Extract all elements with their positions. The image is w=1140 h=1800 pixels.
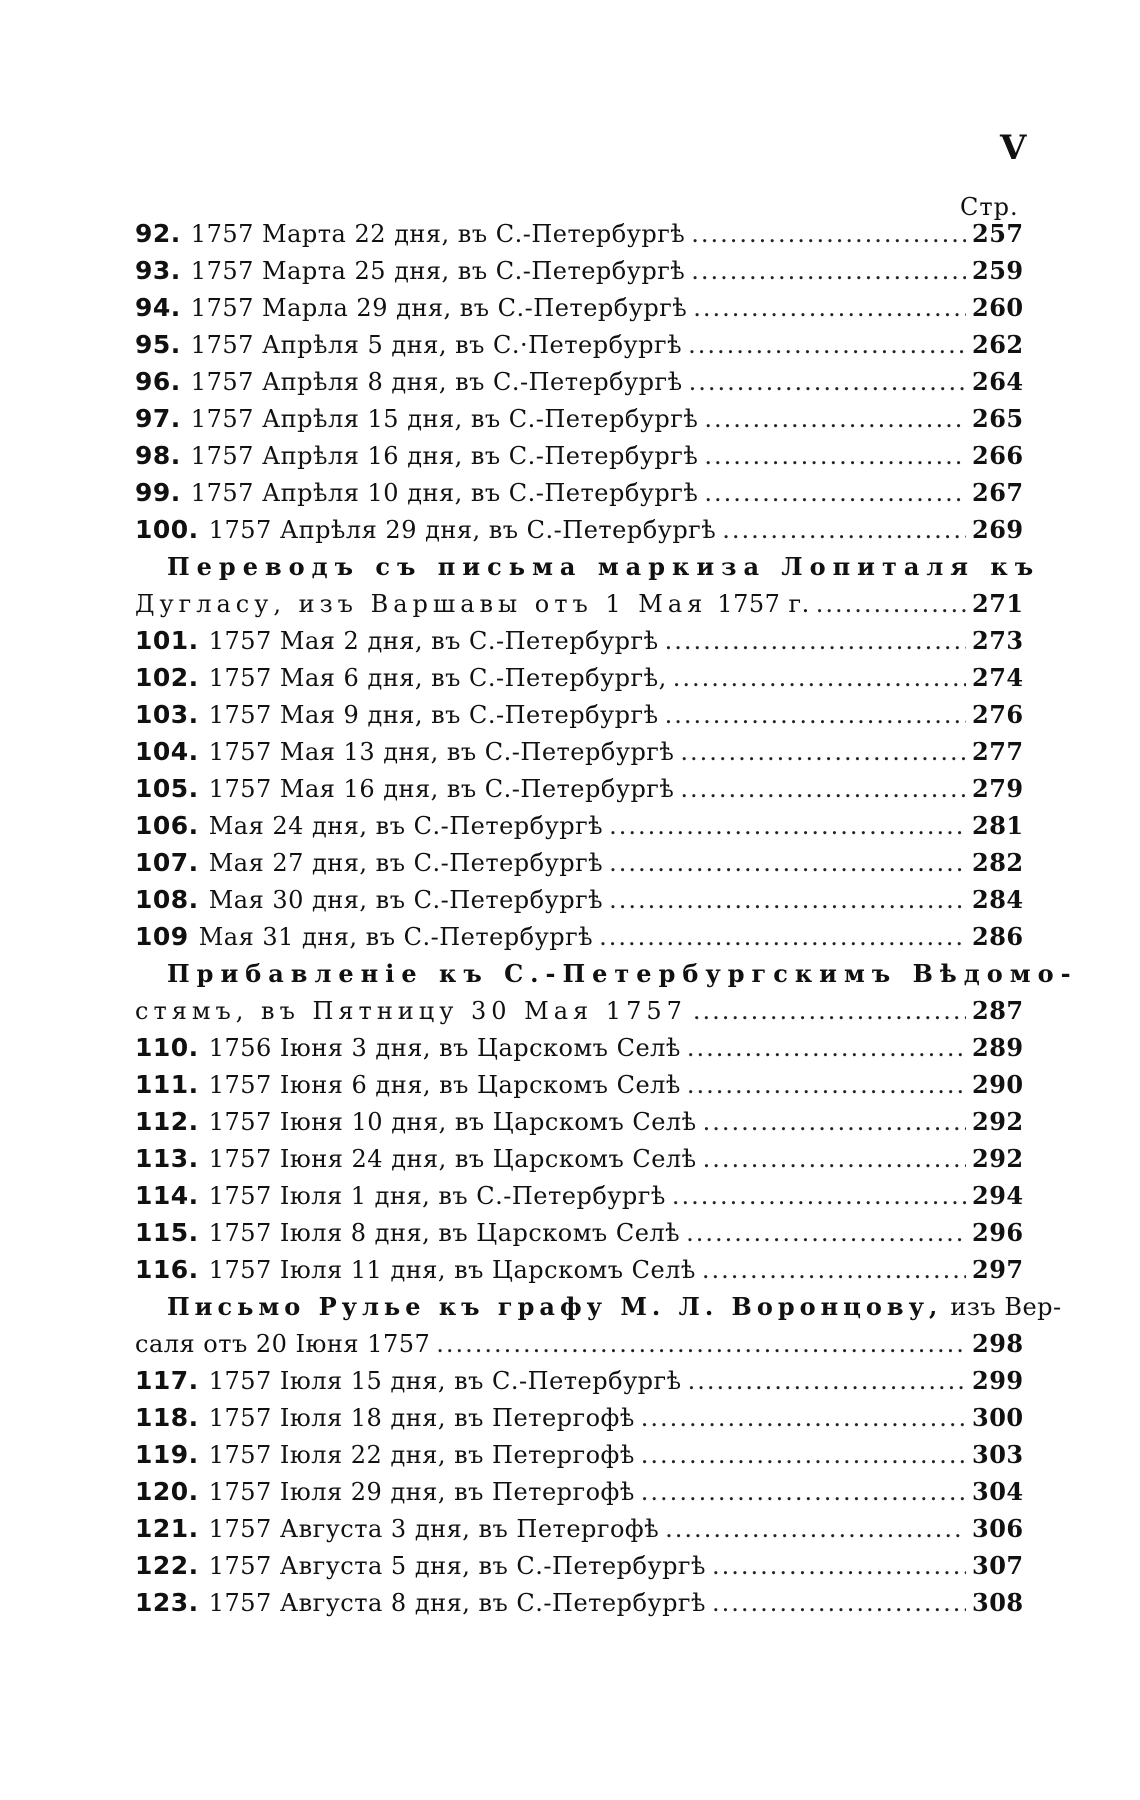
section-3-title-line-1 bbox=[135, 1292, 1062, 1329]
entry-page: 290 bbox=[972, 1070, 1024, 1099]
section-3-line-1-spaced: Письмо Рулье къ графу М. Л. Воронцову, bbox=[167, 1292, 943, 1321]
entry-text: 1757 Марла 29 дня, въ С.-Петербургѣ bbox=[190, 294, 688, 322]
toc-entry bbox=[135, 811, 1024, 848]
entry-page: 294 bbox=[972, 1181, 1024, 1210]
entry-text: 1757 Апрѣля 15 дня, въ С.-Петербургѣ bbox=[190, 405, 699, 433]
entry-page: 277 bbox=[972, 737, 1024, 766]
dot-leader bbox=[688, 1367, 966, 1395]
dot-leader bbox=[680, 775, 966, 803]
entry-text: 1757 Апрѣля 29 дня, въ С.-Петербургѣ bbox=[208, 516, 717, 544]
dot-leader bbox=[641, 1404, 966, 1432]
entry-page: 265 bbox=[972, 404, 1024, 433]
toc-entry bbox=[135, 1440, 1024, 1477]
entry-text: 1757 Мая 2 дня, въ С.-Петербургѣ bbox=[208, 627, 659, 655]
toc-entry bbox=[135, 478, 1024, 515]
entry-text: 1757 Іюня 6 дня, въ Царскомъ Селѣ bbox=[208, 1071, 681, 1099]
toc-entry bbox=[135, 404, 1024, 441]
toc-entry bbox=[135, 1551, 1024, 1588]
section-1-line-2-rest: 1757 г. bbox=[717, 590, 810, 618]
dot-leader bbox=[693, 294, 966, 322]
toc-entry bbox=[135, 256, 1024, 293]
dot-leader bbox=[680, 738, 966, 766]
toc-entry bbox=[135, 1033, 1024, 1070]
entry-number: 115. bbox=[135, 1218, 199, 1247]
entry-text: 1757 Марта 22 дня, въ С.-Петербургѣ bbox=[190, 220, 686, 248]
table-of-contents bbox=[135, 219, 1078, 1625]
dot-leader bbox=[686, 1219, 966, 1247]
dot-leader bbox=[688, 331, 966, 359]
entry-page: 303 bbox=[972, 1440, 1024, 1469]
entry-number: 113. bbox=[135, 1144, 199, 1173]
dot-leader bbox=[691, 220, 966, 248]
dot-leader bbox=[609, 812, 966, 840]
section-2-title-line-2 bbox=[135, 996, 1024, 1033]
entry-page: 308 bbox=[972, 1588, 1024, 1617]
dot-leader bbox=[687, 1071, 966, 1099]
entry-text: 1757 Марта 25 дня, въ С.-Петербургѣ bbox=[190, 257, 686, 285]
entry-text: 1757 Мая 6 дня, въ С.-Петербургѣ, bbox=[208, 664, 667, 692]
entry-number: 93. bbox=[135, 256, 181, 285]
entry-text: Мая 27 дня, въ С.-Петербургѣ bbox=[208, 849, 604, 877]
toc-entry bbox=[135, 515, 1024, 552]
entry-number: 94. bbox=[135, 293, 181, 322]
dot-leader bbox=[673, 664, 966, 692]
toc-entry bbox=[135, 1107, 1024, 1144]
section-3-line-1-rest: изъ Вер- bbox=[950, 1293, 1062, 1321]
entry-number: 109 bbox=[135, 922, 189, 951]
entry-text: 1757 Мая 13 дня, въ С.-Петербургѣ bbox=[208, 738, 675, 766]
entry-text: 1757 Мая 16 дня, въ С.-Петербургѣ bbox=[208, 775, 675, 803]
dot-leader bbox=[693, 997, 966, 1025]
toc-entry bbox=[135, 1477, 1024, 1514]
dot-leader bbox=[599, 923, 966, 951]
entries-group-c bbox=[135, 1033, 1024, 1292]
entry-page: 267 bbox=[972, 478, 1024, 507]
dot-leader bbox=[436, 1330, 966, 1358]
entry-page: 257 bbox=[972, 219, 1024, 248]
toc-entry bbox=[135, 663, 1024, 700]
section-1-line-2-spaced: Дугласу, изъ Варшавы отъ 1 Мая bbox=[135, 590, 708, 618]
entry-page: 304 bbox=[972, 1477, 1024, 1506]
entry-number: 103. bbox=[135, 700, 199, 729]
section-3-line-2-text: саля отъ 20 Іюня 1757 bbox=[135, 1330, 431, 1358]
entry-number: 121. bbox=[135, 1514, 199, 1543]
toc-entry bbox=[135, 1514, 1024, 1551]
toc-entry bbox=[135, 922, 1024, 959]
toc-entry bbox=[135, 1255, 1024, 1292]
entry-page: 306 bbox=[972, 1514, 1024, 1543]
dot-leader bbox=[722, 516, 966, 544]
entry-number: 111. bbox=[135, 1070, 199, 1099]
section-1-title-line-2 bbox=[135, 589, 1024, 626]
section-2-line-2-text: стямъ, въ Пятницу 30 Мая 1757 bbox=[135, 997, 687, 1025]
entry-page: 282 bbox=[972, 848, 1024, 877]
entry-page: 266 bbox=[972, 441, 1024, 470]
page-number-roman: V bbox=[1000, 128, 1027, 168]
toc-entry bbox=[135, 441, 1024, 478]
section-3-title-line-2 bbox=[135, 1329, 1024, 1366]
entry-number: 98. bbox=[135, 441, 181, 470]
toc-entry bbox=[135, 219, 1024, 256]
entry-text: 1757 Іюля 1 дня, въ С.-Петербургѣ bbox=[208, 1182, 666, 1210]
toc-entry bbox=[135, 848, 1024, 885]
dot-leader bbox=[641, 1441, 966, 1469]
entry-page: 300 bbox=[972, 1403, 1024, 1432]
entry-text: 1757 Мая 9 дня, въ С.-Петербургѣ bbox=[208, 701, 659, 729]
entry-number: 101. bbox=[135, 626, 199, 655]
dot-leader bbox=[704, 442, 966, 470]
entry-number: 106. bbox=[135, 811, 199, 840]
entry-number: 108. bbox=[135, 885, 199, 914]
dot-leader bbox=[704, 479, 966, 507]
entry-number: 104. bbox=[135, 737, 199, 766]
dot-leader bbox=[816, 590, 966, 618]
entry-text: Мая 24 дня, въ С.-Петербургѣ bbox=[208, 812, 604, 840]
toc-entry bbox=[135, 700, 1024, 737]
entry-text: 1757 Іюня 10 дня, въ Царскомъ Селѣ bbox=[208, 1108, 697, 1136]
toc-entry bbox=[135, 1144, 1024, 1181]
toc-entry bbox=[135, 1218, 1024, 1255]
entry-page: 292 bbox=[972, 1107, 1024, 1136]
dot-leader bbox=[712, 1589, 966, 1617]
entry-page: 259 bbox=[972, 256, 1024, 285]
dot-leader bbox=[687, 1034, 966, 1062]
entry-number: 96. bbox=[135, 367, 181, 396]
dot-leader bbox=[665, 1515, 966, 1543]
entry-number: 119. bbox=[135, 1440, 199, 1469]
entries-group-a bbox=[135, 219, 1024, 552]
toc-entry bbox=[135, 330, 1024, 367]
entry-page: 286 bbox=[972, 922, 1024, 951]
entry-text: 1757 Іюля 29 дня, въ Петергофѣ bbox=[208, 1478, 635, 1506]
entry-page: 284 bbox=[972, 885, 1024, 914]
entry-page: 269 bbox=[972, 515, 1024, 544]
toc-entry bbox=[135, 737, 1024, 774]
dot-leader bbox=[641, 1478, 966, 1506]
entry-page: 281 bbox=[972, 811, 1024, 840]
entry-page: 307 bbox=[972, 1551, 1024, 1580]
entry-number: 117. bbox=[135, 1366, 199, 1395]
dot-leader bbox=[665, 701, 966, 729]
entry-number: 120. bbox=[135, 1477, 199, 1506]
entry-text: 1757 Іюня 24 дня, въ Царскомъ Селѣ bbox=[208, 1145, 697, 1173]
dot-leader bbox=[703, 1145, 966, 1173]
entry-number: 105. bbox=[135, 774, 199, 803]
toc-entry bbox=[135, 774, 1024, 811]
entry-page: 297 bbox=[972, 1255, 1024, 1284]
entry-number: 123. bbox=[135, 1588, 199, 1617]
entries-group-d bbox=[135, 1366, 1024, 1625]
entry-number: 97. bbox=[135, 404, 181, 433]
entry-page: 279 bbox=[972, 774, 1024, 803]
entry-page: 299 bbox=[972, 1366, 1024, 1395]
dot-leader bbox=[703, 1108, 966, 1136]
entry-text: 1757 Іюля 22 дня, въ Петергофѣ bbox=[208, 1441, 635, 1469]
section-1-title-line-1: Переводъ съ письма маркиза Лопиталя къ bbox=[167, 552, 1041, 581]
entry-text: 1757 Іюля 8 дня, въ Царскомъ Селѣ bbox=[208, 1219, 681, 1247]
entry-page: 260 bbox=[972, 293, 1024, 322]
entry-number: 99. bbox=[135, 478, 181, 507]
toc-entry bbox=[135, 1588, 1024, 1625]
dot-leader bbox=[702, 1256, 966, 1284]
toc-entry bbox=[135, 1403, 1024, 1440]
entry-page: 292 bbox=[972, 1144, 1024, 1173]
section-3-page: 298 bbox=[972, 1329, 1024, 1358]
section-1-page: 271 bbox=[972, 589, 1024, 618]
entry-number: 95. bbox=[135, 330, 181, 359]
dot-leader bbox=[689, 368, 966, 396]
entry-page: 262 bbox=[972, 330, 1024, 359]
entry-text: 1757 Апрѣля 5 дня, въ С.·Петербургѣ bbox=[190, 331, 683, 359]
entry-text: 1757 Апрѣля 16 дня, въ С.-Петербургѣ bbox=[190, 442, 699, 470]
entry-text: 1756 Іюня 3 дня, въ Царскомъ Селѣ bbox=[208, 1034, 681, 1062]
entry-number: 118. bbox=[135, 1403, 199, 1432]
toc-entry bbox=[135, 1181, 1024, 1218]
page-column-header: Стр. bbox=[960, 193, 1019, 221]
entry-number: 112. bbox=[135, 1107, 199, 1136]
entry-page: 296 bbox=[972, 1218, 1024, 1247]
dot-leader bbox=[704, 405, 966, 433]
toc-entry bbox=[135, 367, 1024, 404]
toc-entry bbox=[135, 293, 1024, 330]
toc-entry bbox=[135, 1070, 1024, 1107]
dot-leader bbox=[712, 1552, 966, 1580]
dot-leader bbox=[672, 1182, 966, 1210]
entry-text: Мая 31 дня, въ С.-Петербургѣ bbox=[198, 923, 594, 951]
entry-page: 274 bbox=[972, 663, 1024, 692]
entry-number: 122. bbox=[135, 1551, 199, 1580]
dot-leader bbox=[691, 257, 966, 285]
dot-leader bbox=[609, 849, 966, 877]
entry-text: Мая 30 дня, въ С.-Петербургѣ bbox=[208, 886, 604, 914]
entry-number: 116. bbox=[135, 1255, 199, 1284]
entry-number: 102. bbox=[135, 663, 199, 692]
entry-number: 107. bbox=[135, 848, 199, 877]
entry-text: 1757 Августа 8 дня, въ С.-Петербургѣ bbox=[208, 1589, 706, 1617]
section-2-page: 287 bbox=[972, 996, 1024, 1025]
dot-leader bbox=[665, 627, 966, 655]
entry-number: 100. bbox=[135, 515, 199, 544]
dot-leader bbox=[609, 886, 966, 914]
entry-text: 1757 Апрѣля 8 дня, въ С.-Петербургѣ bbox=[190, 368, 683, 396]
entry-number: 114. bbox=[135, 1181, 199, 1210]
entry-text: 1757 Августа 3 дня, въ Петергофѣ bbox=[208, 1515, 660, 1543]
entry-page: 273 bbox=[972, 626, 1024, 655]
entry-number: 92. bbox=[135, 219, 181, 248]
entry-text: 1757 Іюля 18 дня, въ Петергофѣ bbox=[208, 1404, 635, 1432]
entry-page: 289 bbox=[972, 1033, 1024, 1062]
entry-page: 276 bbox=[972, 700, 1024, 729]
entry-text: 1757 Іюля 15 дня, въ С.-Петербургѣ bbox=[208, 1367, 682, 1395]
toc-entry bbox=[135, 1366, 1024, 1403]
entries-group-b bbox=[135, 626, 1024, 959]
entry-text: 1757 Августа 5 дня, въ С.-Петербургѣ bbox=[208, 1552, 706, 1580]
entry-text: 1757 Іюля 11 дня, въ Царскомъ Селѣ bbox=[208, 1256, 696, 1284]
section-2-title-line-1: Прибавленіе къ С.-Петербургскимъ Вѣдомо- bbox=[167, 959, 1078, 988]
entry-page: 264 bbox=[972, 367, 1024, 396]
entry-number: 110. bbox=[135, 1033, 199, 1062]
toc-entry bbox=[135, 885, 1024, 922]
entry-text: 1757 Апрѣля 10 дня, въ С.-Петербургѣ bbox=[190, 479, 699, 507]
toc-entry bbox=[135, 626, 1024, 663]
